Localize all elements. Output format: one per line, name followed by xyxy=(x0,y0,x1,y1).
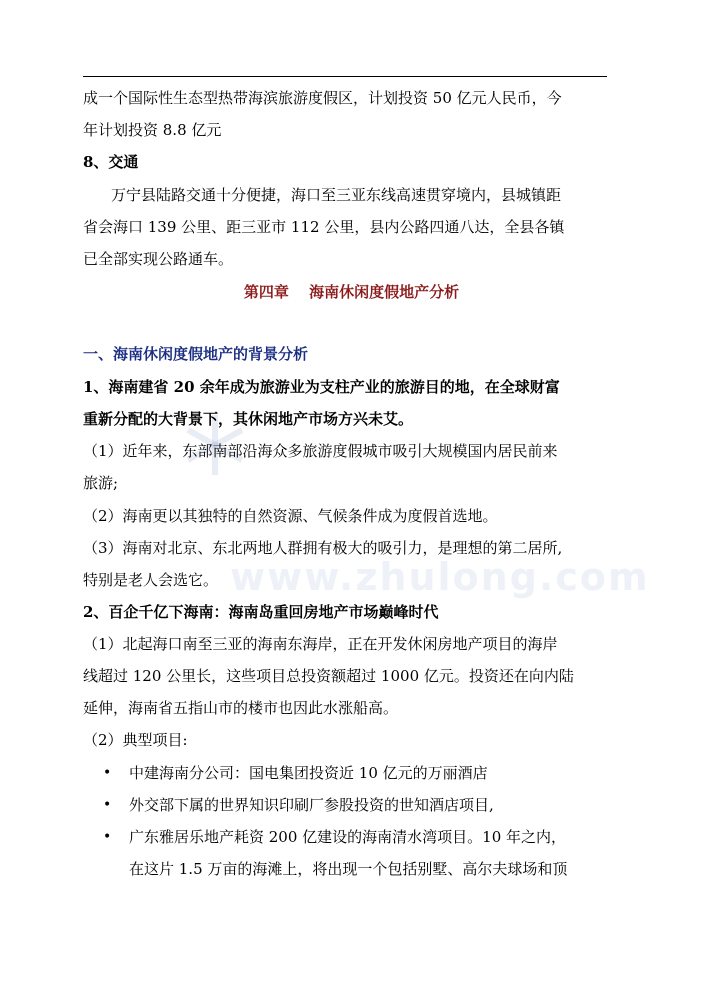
list-item-line: （2）典型项目: xyxy=(83,731,188,749)
bullet-icon: • xyxy=(103,765,112,781)
body-line: 年计划投资 8.8 亿元 xyxy=(83,121,222,139)
subheading-transport: 8、交通 xyxy=(83,153,139,171)
bullet-item-continuation: 在这片 1.5 万亩的海滩上，将出现一个包括别墅、高尔夫球场和顶 xyxy=(129,860,568,878)
list-item-line: 线超过 120 公里长，这些项目总投资额超过 1000 亿元。投资还在向内陆 xyxy=(83,667,574,685)
chapter-title: 第四章 海南休闲度假地产分析 xyxy=(243,283,460,301)
bullet-item: 中建海南分公司：国电集团投资近 10 亿元的万丽酒店 xyxy=(129,764,488,782)
section-heading: 一、海南休闲度假地产的背景分析 xyxy=(83,345,309,363)
watermark-text: www.zhulong.com xyxy=(230,555,650,599)
list-item-line: 延伸，海南省五指山市的楼市也因此水涨船高。 xyxy=(83,699,399,717)
list-item-line: 特别是老人会选它。 xyxy=(83,571,219,589)
bullet-item: 广东雅居乐地产耗资 200 亿建设的海南清水湾项目。10 年之内， xyxy=(129,828,567,846)
list-item-line: （3）海南对北京、东北两地人群拥有极大的吸引力，是理想的第二居所, xyxy=(83,539,563,557)
bold-paragraph-line: 1、海南建省 20 余年成为旅游业为支柱产业的旅游目的地，在全球财富 xyxy=(83,378,560,396)
body-line: 万宁县陆路交通十分便捷，海口至三亚东线高速贯穿境内，县城镇距 xyxy=(111,186,562,204)
bullet-icon: • xyxy=(103,797,112,813)
body-line: 成一个国际性生态型热带海滨旅游度假区，计划投资 50 亿元人民币，今 xyxy=(83,89,562,107)
body-line: 已全部实现公路通车。 xyxy=(83,250,234,268)
list-item-line: （2）海南更以其独特的自然资源、气候条件成为度假首选地。 xyxy=(83,507,498,525)
body-line: 省会海口 139 公里、距三亚市 112 公里，县内公路四通八达，全县各镇 xyxy=(83,218,565,236)
list-item-line: 旅游; xyxy=(83,474,119,492)
bullet-item: 外交部下属的世界知识印刷厂参股投资的世知酒店项目, xyxy=(129,796,494,814)
list-item-line: （1）近年来，东部南部沿海众多旅游度假城市吸引大规模国内居民前来 xyxy=(83,442,558,460)
bullet-icon: • xyxy=(103,829,112,845)
bold-paragraph-line: 2、百企千亿下海南：海南岛重回房地产市场巅峰时代 xyxy=(83,603,439,621)
bold-paragraph-line: 重新分配的大背景下，其休闲地产市场方兴未艾。 xyxy=(83,410,414,428)
list-item-line: （1）北起海口南至三亚的海南东海岸，正在开发休闲房地产项目的海岸 xyxy=(83,635,558,653)
header-rule xyxy=(83,76,607,77)
